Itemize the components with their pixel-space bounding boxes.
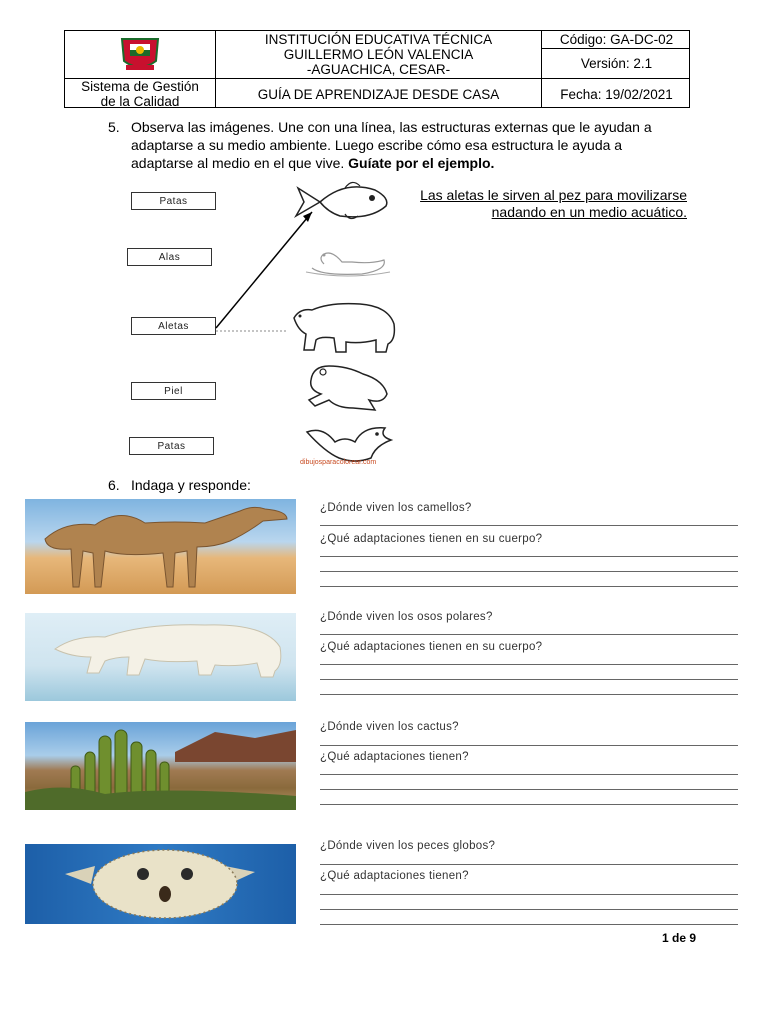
frog-drawing xyxy=(303,360,395,412)
pufferfish-photo xyxy=(25,844,296,924)
quality-system: Sistema de Gestión de la Calidad xyxy=(81,79,199,109)
label-piel: Piel xyxy=(131,382,216,400)
question-6-text: Indaga y responde: xyxy=(131,477,251,493)
polar-bear-question-1: ¿Dónde viven los osos polares? xyxy=(320,611,493,623)
cactus-question-2: ¿Qué adaptaciones tienen? xyxy=(320,751,469,763)
question-5-number: 5. xyxy=(108,119,120,135)
page-number: 1 de 9 xyxy=(662,931,697,945)
document-version: Versión: 2.1 xyxy=(580,56,653,71)
label-alas: Alas xyxy=(127,248,212,266)
fish-drawing xyxy=(290,178,395,226)
cactus-question-1: ¿Dónde viven los cactus? xyxy=(320,721,459,733)
question-5-text: Observa las imágenes. Une con una línea, las estructuras externas que le ayudan a adaptarse a su medio ambiente. Luego escribe cómo esa estructura le ayuda a adaptarse al medio en el que vive. Guíate por el ejemplo. xyxy=(131,119,652,171)
pufferfish-question-2: ¿Qué adaptaciones tienen? xyxy=(320,870,469,882)
cactus-photo xyxy=(25,722,296,810)
swan-drawing xyxy=(302,246,394,278)
question-6-number: 6. xyxy=(108,477,120,493)
label-aletas: Aletas xyxy=(131,317,216,335)
institution-name: INSTITUCIÓN EDUCATIVA TÉCNICA GUILLERMO LEÓN VALENCIA -AGUACHICA, CESAR- xyxy=(264,32,493,77)
example-answer: Las aletas le sirven al pez para movilizarse nadando en un medio acuático. xyxy=(420,187,687,220)
label-patas-2: Patas xyxy=(129,437,214,455)
camel-question-1: ¿Dónde viven los camellos? xyxy=(320,502,472,514)
document-code: Código: GA-DC-02 xyxy=(559,32,674,47)
pufferfish-question-1: ¿Dónde viven los peces globos? xyxy=(320,840,496,852)
guide-title: GUÍA DE APRENDIZAJE DESDE CASA xyxy=(257,86,500,102)
camel-question-2: ¿Qué adaptaciones tienen en su cuerpo? xyxy=(320,533,543,545)
camel-photo xyxy=(25,499,296,594)
document-date: Fecha: 19/02/2021 xyxy=(560,86,673,102)
polar-bear-question-2: ¿Qué adaptaciones tienen en su cuerpo? xyxy=(320,641,543,653)
polar-bear-drawing xyxy=(290,300,398,356)
watermark-text: dibujosparacolorear.com xyxy=(300,459,377,466)
polar-bear-photo xyxy=(25,613,296,701)
label-patas: Patas xyxy=(131,192,216,210)
